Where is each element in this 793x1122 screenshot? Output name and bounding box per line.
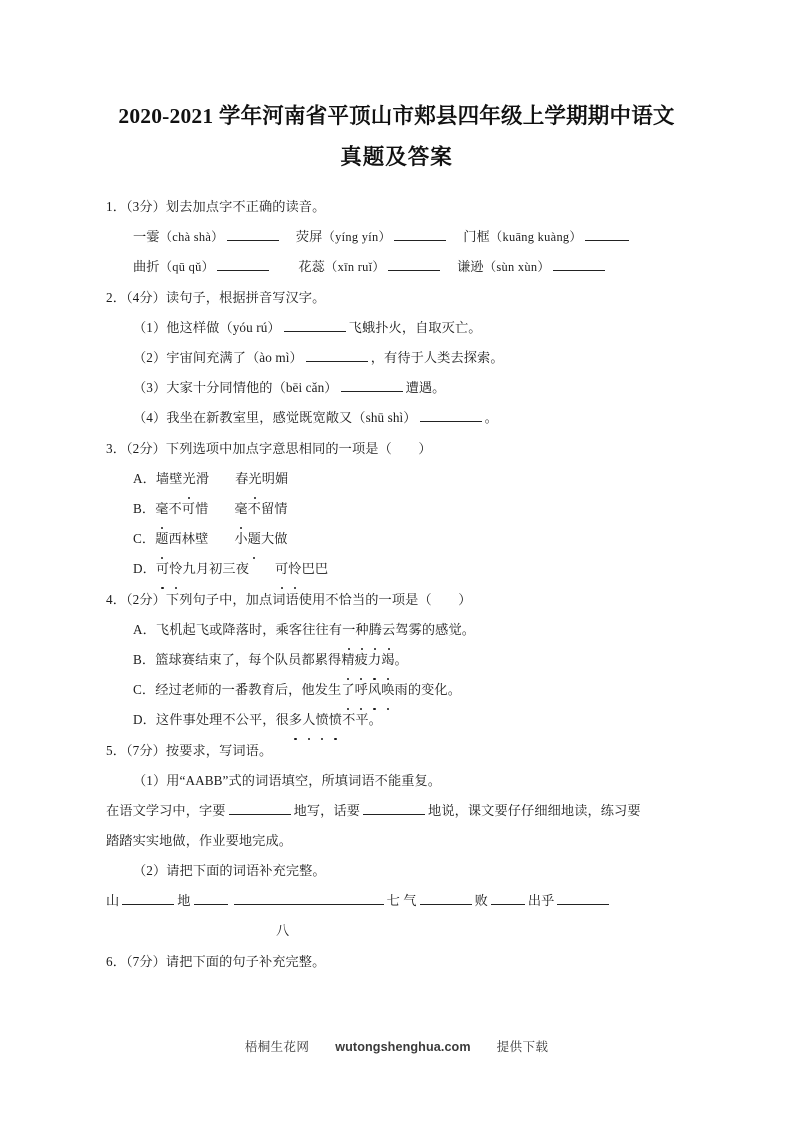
question-5-head: 5．（7分）按要求，写词语。 — [106, 743, 273, 758]
q4-text-b: 篮球赛结束了，每个队员都累得精疲力竭。 — [155, 652, 408, 667]
question-4 — [106, 585, 701, 735]
q4-letter-d: D． — [133, 712, 156, 727]
q1-word-4: 曲折 — [133, 259, 160, 274]
q2-label-4: （4） — [133, 410, 167, 425]
question-4-option-a[interactable] — [106, 615, 701, 645]
q2-text-4b: 。 — [484, 410, 498, 425]
q3-phrase-b1: 毫不可惜 — [155, 501, 208, 516]
q2-text-2a: 宇宙间充满了（ào mì） — [166, 350, 303, 365]
q1-blank-2[interactable] — [394, 228, 446, 241]
q5-text-b: 地写，话要 — [293, 803, 361, 818]
q5-fill-c4: 败 — [474, 893, 488, 908]
q1-word-1: 一霎 — [133, 229, 160, 244]
question-4-option-d[interactable] — [106, 705, 701, 735]
q2-label-3: （3） — [133, 380, 167, 395]
question-5-sub2-label: （2）请把下面的词语补充完整。 — [133, 863, 326, 878]
q5-text-a: 在语文学习中，字要 — [106, 803, 226, 818]
title-line-1: 2020-2021 学年河南省平顶山市郏县四年级上学期期中语文 — [118, 104, 675, 128]
q1-blank-6[interactable] — [553, 258, 605, 271]
question-4-head: 4．（2分）下列句子中，加点词语使用不恰当的一项是（ ） — [106, 592, 472, 607]
footer — [0, 1036, 793, 1055]
question-5-sub1-body — [106, 796, 701, 826]
question-2-line-3 — [106, 373, 701, 403]
q5-fill-blank-1[interactable] — [122, 892, 174, 905]
question-2-line-2 — [106, 343, 701, 373]
question-3-head: 3．（2分）下列选项中加点字意思相同的一项是（ ） — [106, 441, 432, 456]
page-title — [0, 0, 793, 178]
q3-phrase-a2: 春光明媚 — [235, 471, 288, 486]
question-6-head: 6．（7分）请把下面的句子补充完整。 — [106, 954, 326, 969]
question-2-head: 2．（4分）读句子，根据拼音写汉字。 — [106, 290, 326, 305]
q4-letter-a: A． — [133, 622, 156, 637]
question-3 — [106, 434, 701, 584]
q1-word-5: 花蕊 — [298, 259, 325, 274]
question-5-sub1-label: （1）用“AABB”式的词语填空，所填词语不能重复。 — [133, 773, 442, 788]
question-1-head: 1．（3分）划去加点字不正确的读音。 — [106, 199, 326, 214]
question-1-row-2 — [106, 252, 701, 282]
q1-word-3: 门框 — [463, 229, 490, 244]
q2-text-3b: 遭遇。 — [405, 380, 446, 395]
q3-phrase-a1: 墙壁光滑 — [156, 471, 209, 486]
q3-phrase-d1: 可怜九月初三夜 — [156, 561, 249, 576]
q2-text-2b: ，有待于人类去探索。 — [370, 350, 504, 365]
question-3-option-b[interactable] — [106, 494, 701, 524]
q4-text-d: 这件事处理不公平，很多人愤愤不平。 — [156, 712, 382, 727]
q5-fill-c2: 地 — [177, 893, 191, 908]
q1-pinyin-5: （xīn ruǐ） — [324, 260, 386, 274]
q4-text-a: 飞机起飞或降落时，乘客往往有一种腾云驾雾的感觉。 — [156, 622, 475, 637]
q5-fill-c5: 出乎 — [527, 893, 555, 908]
q3-phrase-d2: 可怜巴巴 — [275, 561, 328, 576]
q3-letter-b: B． — [133, 501, 156, 516]
q4-text-c: 经过老师的一番教育后，他发生了呼风唤雨的变化。 — [155, 682, 461, 697]
q2-blank-3[interactable] — [341, 379, 403, 392]
q5-fill-c3: 七 气 — [386, 893, 417, 908]
q1-blank-4[interactable] — [217, 258, 269, 271]
q3-letter-d: D． — [133, 561, 156, 576]
question-3-option-d[interactable] — [106, 554, 701, 584]
q5-fill-blank-2[interactable] — [194, 892, 228, 905]
q3-phrase-c1: 题西林壁 — [155, 531, 208, 546]
question-1 — [106, 192, 701, 282]
footer-site-name: 梧桐生花网 — [244, 1040, 310, 1054]
question-2-line-1 — [106, 313, 701, 343]
q2-text-1a: 他这样做（yóu rú） — [166, 320, 281, 335]
q1-blank-3[interactable] — [585, 228, 629, 241]
q3-phrase-c2: 小题大做 — [234, 531, 287, 546]
q1-blank-1[interactable] — [227, 228, 279, 241]
title-line-2: 真题及答案 — [340, 145, 453, 169]
q5-fill-blank-5[interactable] — [491, 892, 525, 905]
question-2-line-4 — [106, 403, 701, 433]
question-5 — [106, 736, 701, 946]
footer-tail: 提供下载 — [496, 1040, 549, 1054]
question-3-option-c[interactable] — [106, 524, 701, 554]
q1-pinyin-4: （qū qǔ） — [159, 260, 215, 274]
question-3-option-a[interactable] — [106, 464, 701, 494]
q2-blank-1[interactable] — [284, 319, 346, 332]
footer-url[interactable]: wutongshenghua.com — [335, 1040, 471, 1054]
question-5-sub1-body-2: 踏踏实实地做，作业要地完成。 — [106, 833, 293, 848]
q2-text-3a: 大家十分同情他的（bēi cǎn） — [166, 380, 338, 395]
q1-pinyin-6: （sùn xùn） — [483, 260, 551, 274]
q3-letter-a: A． — [133, 471, 156, 486]
question-4-option-b[interactable] — [106, 645, 701, 675]
q1-pinyin-1: （chà shà） — [159, 230, 224, 244]
questions-body — [0, 178, 793, 977]
question-4-option-c[interactable] — [106, 675, 701, 705]
q1-pinyin-2: （yíng yín） — [322, 230, 392, 244]
q5-text-c: 地说，课文要仔仔细细地读，练习要 — [428, 803, 641, 818]
q2-text-4a: 我坐在新教室里，感觉既宽敞又（shū shì） — [166, 410, 417, 425]
q1-blank-5[interactable] — [388, 258, 440, 271]
q3-letter-c: C． — [133, 531, 156, 546]
q2-label-2: （2） — [133, 350, 167, 365]
q5-fill-blank-3[interactable] — [234, 892, 384, 905]
q5-fill-blank-4[interactable] — [420, 892, 472, 905]
q5-fill-blank-6[interactable] — [557, 892, 609, 905]
question-1-row-1 — [106, 222, 701, 252]
q3-phrase-b2: 毫不留情 — [234, 501, 287, 516]
q5-blank-1[interactable] — [229, 802, 291, 815]
q1-word-6: 谦逊 — [457, 259, 484, 274]
question-6 — [106, 947, 701, 977]
q2-blank-4[interactable] — [420, 409, 482, 422]
q4-letter-c: C． — [133, 682, 156, 697]
q4-letter-b: B． — [133, 652, 156, 667]
q2-label-1: （1） — [133, 320, 167, 335]
q2-blank-2[interactable] — [306, 349, 368, 362]
question-2 — [106, 283, 701, 433]
question-5-fill-row-second: 八 — [276, 923, 290, 938]
q1-word-2: 荧屏 — [295, 229, 323, 244]
q1-pinyin-3: （kuāng kuàng） — [489, 230, 583, 244]
question-5-fill-row — [106, 886, 701, 916]
q5-fill-c1: 山 — [106, 893, 120, 908]
q2-text-1b: 飞蛾扑火，自取灭亡。 — [348, 320, 482, 335]
q5-blank-2[interactable] — [363, 802, 425, 815]
